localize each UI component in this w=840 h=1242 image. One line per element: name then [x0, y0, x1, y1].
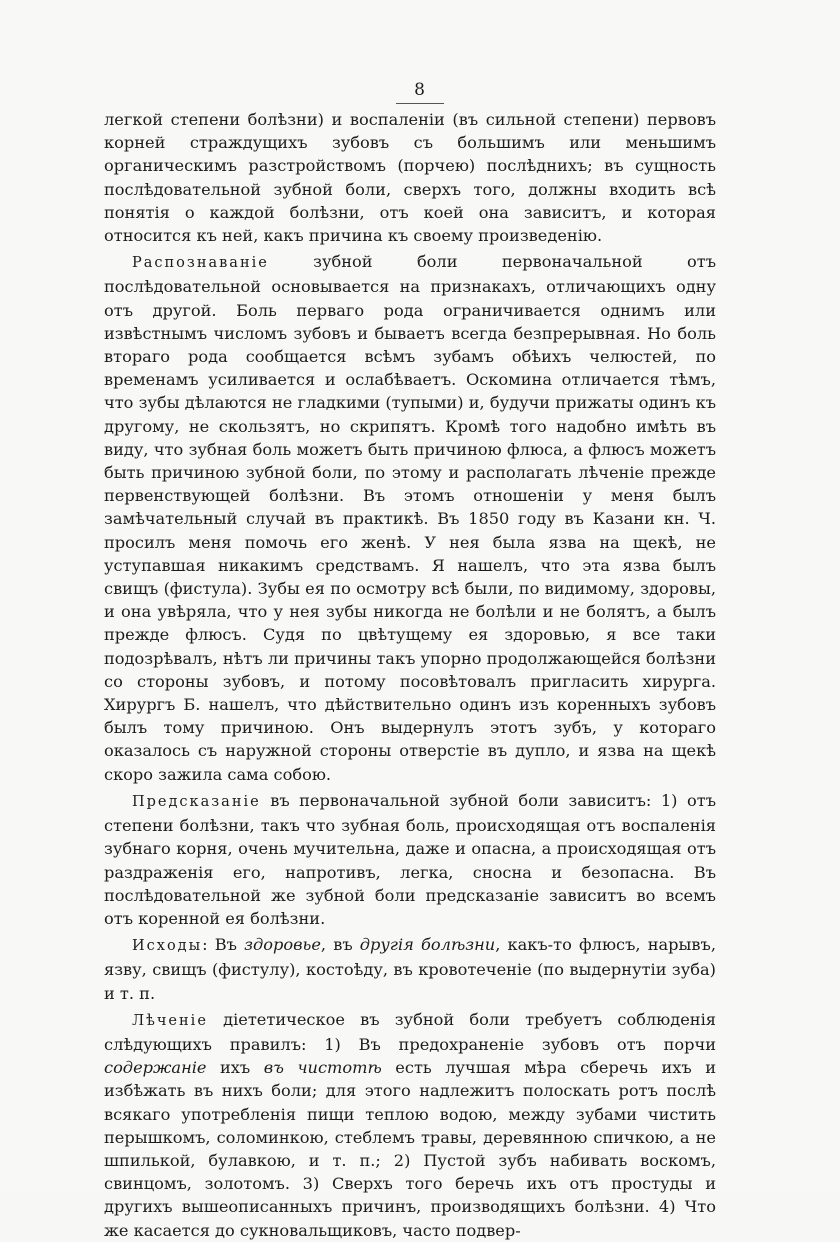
paragraph-text: , въ [320, 935, 360, 955]
paragraph-outcomes [104, 933, 716, 1005]
section-heading-diagnosis: Распознаваніе [132, 255, 269, 272]
italic-term: здоровье [244, 935, 321, 955]
paragraph-text: ихъ [206, 1058, 264, 1078]
paragraph-treatment [104, 1008, 716, 1242]
paragraph-text: діететическое въ зубной боли требуетъ соблюденія слѣдующихъ правилъ: 1) Въ предохраненіе зубовъ отъ порчи [104, 1009, 716, 1054]
body-text [104, 108, 716, 1242]
paragraph-prognosis [104, 789, 716, 930]
paragraph-continuation [104, 108, 716, 247]
paragraph-diagnosis [104, 250, 716, 786]
italic-term: содержаніе [104, 1058, 207, 1078]
paragraph-text: есть лучшая мѣра сберечь ихъ и избѣжать въ нихъ боли; для этого надлежитъ полоскать ротъ послѣ всякаго употребленія пищи теплою водою, между зубами чистить перышкомъ, соломинкою, стеблемъ травы, деревянною спичкою, а не шпилькой, булавкою, и т. п.; 2) Пустой зубъ набивать воскомъ, свинцомъ, золотомъ. 3) Сверхъ того беречь ихъ отъ простуды и другихъ вышеописанныхъ причинъ, производящихъ болѣзни. 4) Что же касается до сукновальщиковъ, часто подвер- [104, 1058, 716, 1240]
section-heading-prognosis: Предсказаніе [132, 793, 261, 810]
paragraph-text: зубной боли первоначальной отъ послѣдовательной основывается на признакахъ, отличающихъ одну отъ другой. Боль перваго рода ограничивается однимъ или извѣстнымъ числомъ зубовъ и бываетъ всегда безпрерывная. Но боль втораго рода сообщается всѣмъ зубамъ обѣихъ челюстей, по временамъ усиливается и ослабѣваетъ. Оскомина отличается тѣмъ, что зубы дѣлаются не гладкими (тупыми) и, будучи прижаты одинъ къ другому, не скользятъ, но скрипятъ. Кромѣ того надобно имѣть въ виду, что зубная боль можетъ быть причиною флюса, а флюсъ можетъ быть причиною зубной боли, по этому и располагать лѣченіе прежде первенствующей болѣзни. Въ этомъ отношеніи у меня былъ замѣчательный случай въ практикѣ. Въ 1850 году въ Казани кн. Ч. просилъ меня помочь его женѣ. У нея была язва на щекѣ, не уступавшая никакимъ средствамъ. Я нашелъ, что эта язва былъ свищъ (фистула). Зубы ея по осмотру всѣ были, по видимому, здоровы, и она увѣряла, что у нея зубы никогда не болѣли и не болятъ, а былъ прежде флюсъ. Судя по цвѣтущему ея здоровью, я все таки подозрѣвалъ, нѣтъ ли причины такъ упорно продолжающейся болѣзни со стороны зубовъ, и потому посовѣтовалъ пригласить хирурга. Хирургъ Б. нашелъ, что дѣйствительно одинъ изъ коренныхъ зубовъ былъ тому причиною. Онъ выдернулъ этотъ зубъ, у котораго оказалось съ наружной стороны отверстіе въ дупло, и язва на щекѣ скоро зажила сама собою. [104, 252, 716, 784]
paragraph-text: : Въ [202, 935, 245, 955]
italic-term: въ чистотѣ [263, 1058, 382, 1078]
page-number-text: 8 [414, 80, 426, 100]
paragraph-text: легкой степени болѣзни) и воспаленіи (въ сильной степени) первовъ корней страждущихъ зубовъ съ большимъ или меньшимъ органическимъ разстройствомъ (порчею) послѣднихъ; въ сущность послѣдовательной зубной боли, сверхъ того, должны входить всѣ понятія о каждой болѣзни, отъ коей она зависитъ, и которая относится къ ней, какъ причина къ своему произведенію. [104, 110, 716, 246]
paragraph-text: въ первоначальной зубной боли зависитъ: 1) отъ степени болѣзни, такъ что зубная боль, происходящая отъ воспаленія зубнаго корня, очень мучительна, даже и опасна, а происходящая отъ раздраженія его, напротивъ, легка, сносна и безопасна. Въ послѣдовательной же зубной боли предсказаніе зависитъ во всемъ отъ коренной ея болѣзни. [104, 790, 716, 928]
paragraph-text: , какъ-то флюсъ, нарывъ, язву, свищъ (фистулу), костоѣду, въ кровотеченіе (по выдернутіи зуба) и т. п. [104, 935, 716, 1003]
page-number [0, 80, 840, 104]
page-number-rule [396, 103, 444, 104]
italic-term: другія болѣзни [359, 935, 496, 955]
section-heading-treatment: Лѣченіе [132, 1012, 208, 1029]
section-heading-outcomes: Исходы [132, 938, 203, 955]
